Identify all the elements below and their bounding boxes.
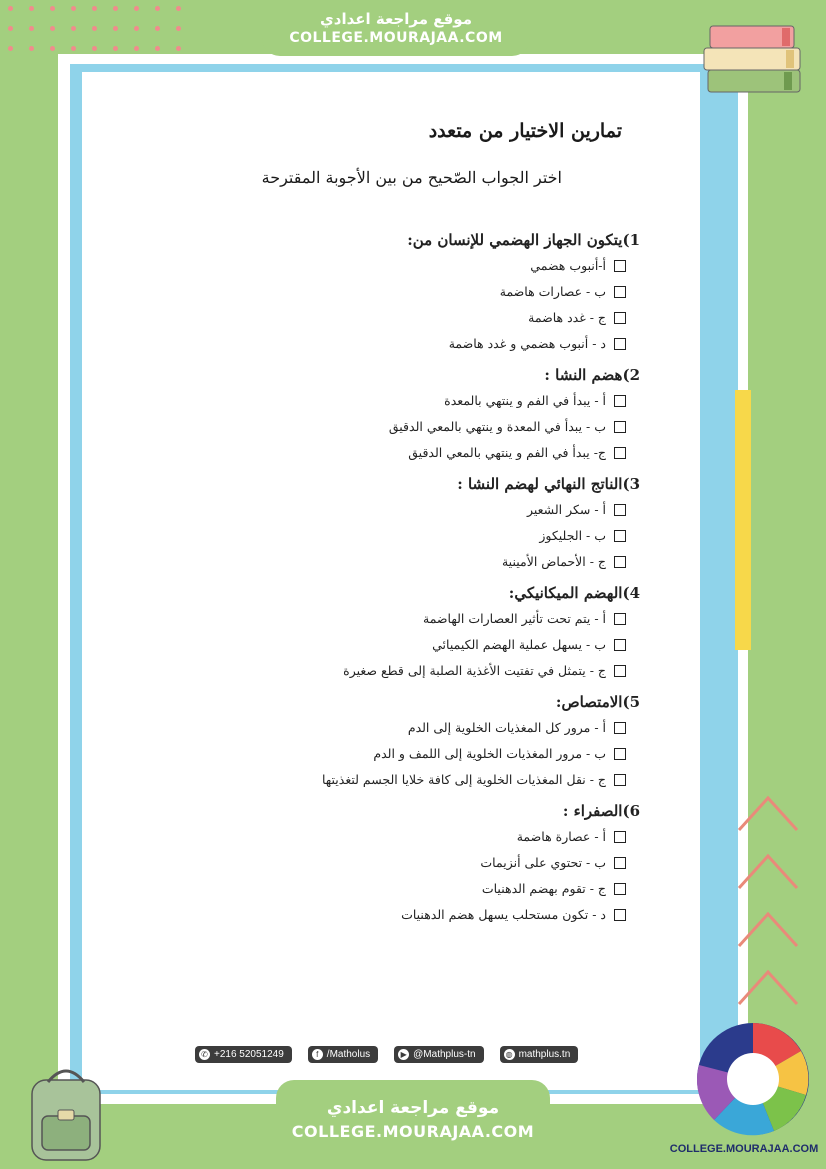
question-title: 4)الهضم الميكانيكي:: [508, 584, 640, 602]
checkbox[interactable]: [614, 857, 626, 869]
social-link[interactable]: [195, 1046, 292, 1063]
question-list: [220, 228, 640, 934]
dot: [29, 6, 34, 11]
globe-icon: ◍: [504, 1049, 515, 1060]
checkbox[interactable]: [614, 613, 626, 625]
question-block: [220, 472, 640, 575]
answer-option-label: ب - الجليكوز: [539, 528, 606, 543]
answer-option[interactable]: [220, 331, 640, 357]
checkbox[interactable]: [614, 286, 626, 298]
question-title: 2)هضم النشا :: [544, 366, 640, 384]
answer-option[interactable]: [220, 523, 640, 549]
answer-option-label: أ-أنبوب هضمي: [530, 258, 606, 273]
question-block: [220, 690, 640, 793]
question-title: 6)الصفراء :: [562, 802, 640, 820]
dot: [134, 26, 139, 31]
dot: [176, 6, 181, 11]
answer-option-label: ج - غدد هاضمة: [528, 310, 606, 325]
dot: [176, 46, 181, 51]
answer-option-label: ج - تقوم بهضم الدهنيات: [481, 881, 606, 896]
social-link-label: @Mathplus-tn: [413, 1049, 476, 1060]
answer-option-label: د - تكون مستحلب يسهل هضم الدهنيات: [401, 907, 606, 922]
facebook-icon: f: [312, 1049, 323, 1060]
dot: [176, 26, 181, 31]
answer-option-label: ج - الأحماض الأمينية: [501, 554, 606, 569]
answer-option-label: د - أنبوب هضمي و غدد هاضمة: [448, 336, 606, 351]
answer-option-label: ج - نقل المغذيات الخلوية إلى كافة خلايا الجسم لتغذيتها: [321, 772, 606, 787]
checkbox[interactable]: [614, 421, 626, 433]
footer-site-name-ar: موقع مراجعة اعدادي: [326, 1098, 500, 1118]
dot: [71, 26, 76, 31]
checkbox[interactable]: [614, 260, 626, 272]
question-title: 5)الامتصاص:: [555, 693, 640, 711]
checkbox[interactable]: [614, 665, 626, 677]
question-title: 3)الناتج النهائي لهضم النشا :: [457, 475, 640, 493]
dot: [155, 46, 160, 51]
checkbox[interactable]: [614, 774, 626, 786]
frame-accent-right: [735, 390, 751, 650]
dot: [50, 6, 55, 11]
phone-icon: ✆: [199, 1049, 210, 1060]
worksheet-title: تمارين الاختيار من متعدد: [428, 120, 622, 142]
question-block: [220, 581, 640, 684]
answer-option[interactable]: [220, 741, 640, 767]
dot: [8, 6, 13, 11]
question-block: [220, 228, 640, 357]
answer-option[interactable]: [220, 850, 640, 876]
dot: [113, 6, 118, 11]
dot: [113, 26, 118, 31]
logo-caption: COLLEGE.MOURAJAA.COM: [669, 1143, 819, 1155]
backpack-illustration: [18, 1060, 114, 1164]
social-link[interactable]: [394, 1046, 483, 1063]
subjects-wheel-logo: [694, 1020, 812, 1138]
answer-option[interactable]: [220, 632, 640, 658]
header-site-name-ar: موقع مراجعة اعدادي: [320, 10, 472, 28]
footer-banner[interactable]: [276, 1080, 550, 1169]
checkbox[interactable]: [614, 748, 626, 760]
checkbox[interactable]: [614, 447, 626, 459]
dot: [134, 46, 139, 51]
header-site-url[interactable]: COLLEGE.MOURAJAA.COM: [289, 30, 503, 46]
checkbox[interactable]: [614, 338, 626, 350]
answer-option-label: أ - مرور كل المغذيات الخلوية إلى الدم: [407, 720, 606, 735]
answer-option-label: أ - يتم تحت تأثير العصارات الهاضمة: [423, 611, 606, 626]
dot: [8, 26, 13, 31]
dot: [92, 6, 97, 11]
answer-option[interactable]: [220, 388, 640, 414]
answer-option[interactable]: [220, 876, 640, 902]
answer-option-label: ج - يتمثل في تفتيت الأغذية الصلبة إلى قطع صغيرة: [343, 663, 606, 678]
answer-option[interactable]: [220, 279, 640, 305]
social-link-label: mathplus.tn: [518, 1049, 571, 1060]
answer-option-label: أ - سكر الشعير: [526, 502, 606, 517]
social-links: [195, 1046, 578, 1064]
social-link-label: /Matholus: [326, 1049, 371, 1060]
checkbox[interactable]: [614, 556, 626, 568]
dot: [50, 26, 55, 31]
answer-option[interactable]: [220, 715, 640, 741]
dot: [71, 46, 76, 51]
social-link[interactable]: [500, 1046, 579, 1063]
answer-option[interactable]: [220, 253, 640, 279]
answer-option-label: أ - عصارة هاضمة: [516, 829, 606, 844]
answer-option[interactable]: [220, 497, 640, 523]
dot: [92, 46, 97, 51]
checkbox[interactable]: [614, 883, 626, 895]
checkbox[interactable]: [614, 639, 626, 651]
answer-option-label: ب - عصارات هاضمة: [499, 284, 606, 299]
dot: [71, 6, 76, 11]
social-link-label: +216 52051249: [214, 1049, 284, 1060]
answer-option[interactable]: [220, 767, 640, 793]
checkbox[interactable]: [614, 504, 626, 516]
answer-option[interactable]: [220, 824, 640, 850]
checkbox[interactable]: [614, 831, 626, 843]
dot: [92, 26, 97, 31]
dot: [29, 46, 34, 51]
answer-option[interactable]: [220, 902, 640, 928]
answer-option[interactable]: [220, 440, 640, 466]
answer-option-label: ب - مرور المغذيات الخلوية إلى اللمف و الدم: [373, 746, 606, 761]
dot: [113, 46, 118, 51]
dot: [155, 26, 160, 31]
question-title: 1)يتكون الجهاز الهضمي للإنسان من:: [407, 231, 640, 249]
dot: [134, 6, 139, 11]
answer-option[interactable]: [220, 606, 640, 632]
answer-option-label: أ - يبدأ في الفم و ينتهي بالمعدة: [444, 393, 606, 408]
checkbox[interactable]: [614, 722, 626, 734]
answer-option[interactable]: [220, 414, 640, 440]
dot: [50, 46, 55, 51]
answer-option-label: ب - تحتوي على أنزيمات: [480, 855, 606, 870]
header-banner[interactable]: [262, 0, 530, 56]
checkbox[interactable]: [614, 395, 626, 407]
books-illustration: [700, 12, 808, 98]
chevron-decoration: [733, 790, 803, 1030]
answer-option[interactable]: [220, 658, 640, 684]
answer-option-label: ب - يبدأ في المعدة و ينتهي بالمعي الدقيق: [388, 419, 606, 434]
question-block: [220, 799, 640, 928]
answer-option-label: ب - يسهل عملية الهضم الكيميائي: [432, 637, 606, 652]
worksheet-instruction: اختر الجواب الصّحيح من بين الأجوبة المقترحة: [261, 168, 562, 187]
dot: [8, 46, 13, 51]
answer-option[interactable]: [220, 305, 640, 331]
social-link[interactable]: [308, 1046, 378, 1063]
checkbox[interactable]: [614, 909, 626, 921]
dot: [155, 6, 160, 11]
checkbox[interactable]: [614, 312, 626, 324]
checkbox[interactable]: [614, 530, 626, 542]
youtube-icon: ▶: [398, 1049, 409, 1060]
dot: [29, 26, 34, 31]
answer-option[interactable]: [220, 549, 640, 575]
answer-option-label: ج- يبدأ في الفم و ينتهي بالمعي الدقيق: [408, 445, 606, 460]
question-block: [220, 363, 640, 466]
footer-site-url[interactable]: COLLEGE.MOURAJAA.COM: [291, 1122, 535, 1141]
